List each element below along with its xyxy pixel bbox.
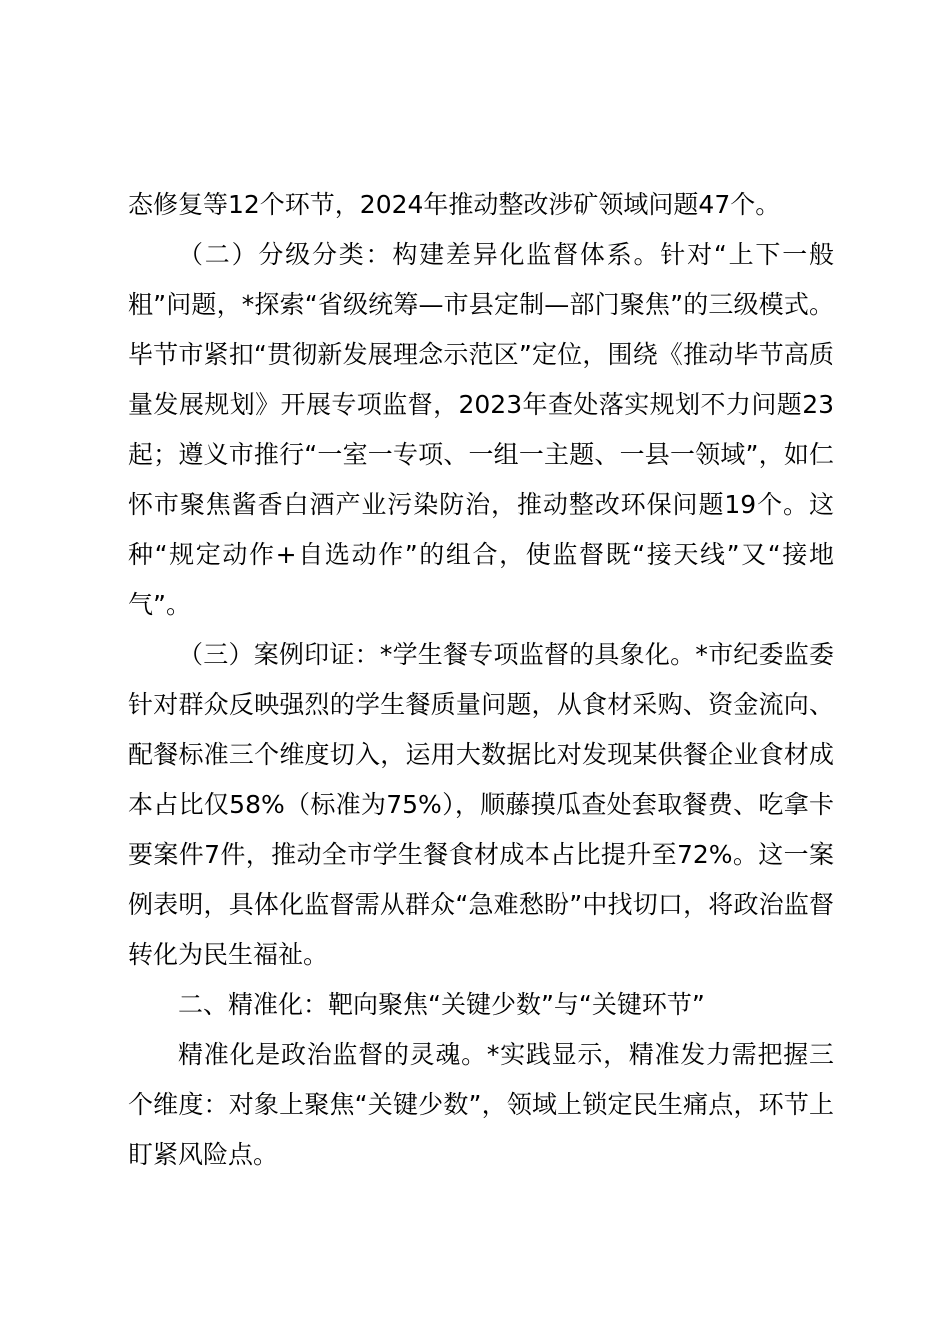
paragraph-continuation: 态修复等12个环节，2024年推动整改涉矿领域问题47个。 [128, 190, 781, 219]
paragraph-section-two: （二）分级分类：构建差异化监督体系。针对“上下一般粗”问题，*探索“省级统筹—市县定制—部门聚焦”的三级模式。毕节市紧扣“贯彻新发展理念示范区”定位，围绕《推动毕节高质量发展规划》开展专项监督，2023年查处落实规划不力问题23起；遵义市推行“一室一专项、一组一主题、一县一领域”，如仁怀市聚焦酱香白酒产业污染防治，推动整改环保问题19个。这种“规定动作+自选动作”的组合，使监督既“接天线”又“接地气”。 [128, 240, 834, 619]
section-heading: 二、精准化：靶向聚焦“关键少数”与“关键环节” [178, 990, 705, 1019]
paragraph-section-three: （三）案例印证：*学生餐专项监督的具象化。*市纪委监委针对群众反映强烈的学生餐质量问题，从食材采购、资金流向、配餐标准三个维度切入，运用大数据比对发现某供餐企业食材成本占比仅58%（标准为75%），顺藤摸瓜查处套取餐费、吃拿卡要案件7件，推动全市学生餐食材成本占比提升至72%。这一案例表明，具体化监督需从群众“急难愁盼”中找切口，将政治监督转化为民生福祉。 [128, 640, 834, 969]
document-page [128, 180, 834, 1180]
paragraph-precision: 精准化是政治监督的灵魂。*实践显示，精准发力需把握三个维度：对象上聚焦“关键少数”，领域上锁定民生痛点，环节上盯紧风险点。 [128, 1040, 834, 1169]
